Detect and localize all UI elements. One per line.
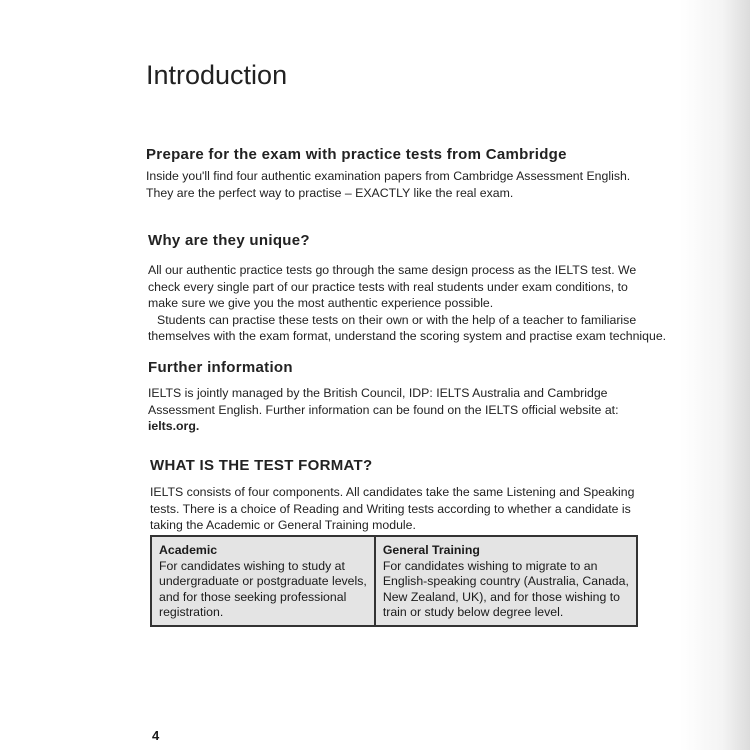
section-heading-unique: Why are they unique? <box>148 232 310 249</box>
page-title: Introduction <box>146 60 288 90</box>
text-line: taking the Academic or General Training module. <box>150 518 416 532</box>
section-text-prepare <box>146 168 630 201</box>
text-line: For candidates wishing to study at <box>159 558 345 573</box>
section-text-further <box>148 385 619 435</box>
text-line: All our authentic practice tests go through the same design process as the IELTS test. We <box>148 263 637 277</box>
text-line: Inside you'll find four authentic examination papers from Cambridge Assessment English. <box>146 169 631 183</box>
module-general-training <box>375 536 637 626</box>
text-line: Assessment English. Further information can be found on the IELTS official website at: <box>148 402 619 417</box>
text-line: undergraduate or postgraduate levels, <box>159 574 367 588</box>
text-line: Students can practise these tests on their own or with the help of a teacher to familiarise <box>157 312 637 327</box>
section-text-format <box>150 484 634 534</box>
text-line: English-speaking country (Australia, Canada, <box>382 574 629 588</box>
page-number: 4 <box>152 728 160 743</box>
text-line: They are the perfect way to practise – EXACTLY like the real exam. <box>146 185 514 200</box>
text-line: tests. There is a choice of Reading and Writing tests according to whether a candidate is <box>150 501 631 516</box>
text-line: IELTS consists of four components. All candidates take the same Listening and Speaking <box>150 485 635 499</box>
text-line: train or study below degree level. <box>382 605 564 619</box>
module-table <box>150 535 638 627</box>
module-heading: Academic <box>159 543 218 557</box>
website-link[interactable]: ielts.org. <box>148 419 200 433</box>
text-line: themselves with the exam format, understand the scoring system and practise exam technique. <box>148 329 667 343</box>
section-text-unique <box>148 262 666 345</box>
module-heading: General Training <box>382 543 480 557</box>
text-line: New Zealand, UK), and for those wishing to <box>382 589 621 604</box>
text-line: and for those seeking professional <box>159 589 347 604</box>
text-line: make sure we give you the most authentic experience possible. <box>148 296 494 310</box>
section-heading-format: WHAT IS THE TEST FORMAT? <box>150 457 373 474</box>
text-line: registration. <box>159 605 224 619</box>
section-heading-further: Further information <box>148 359 293 376</box>
text-line: check every single part of our practice tests with real students under exam conditions, to <box>148 279 628 294</box>
text-line: IELTS is jointly managed by the British Council, IDP: IELTS Australia and Cambridge <box>148 386 608 400</box>
text-line: For candidates wishing to migrate to an <box>382 558 598 573</box>
module-academic <box>151 536 375 626</box>
section-heading-prepare: Prepare for the exam with practice tests from Cambridge <box>146 146 567 163</box>
page-edge-shadow <box>680 0 750 750</box>
